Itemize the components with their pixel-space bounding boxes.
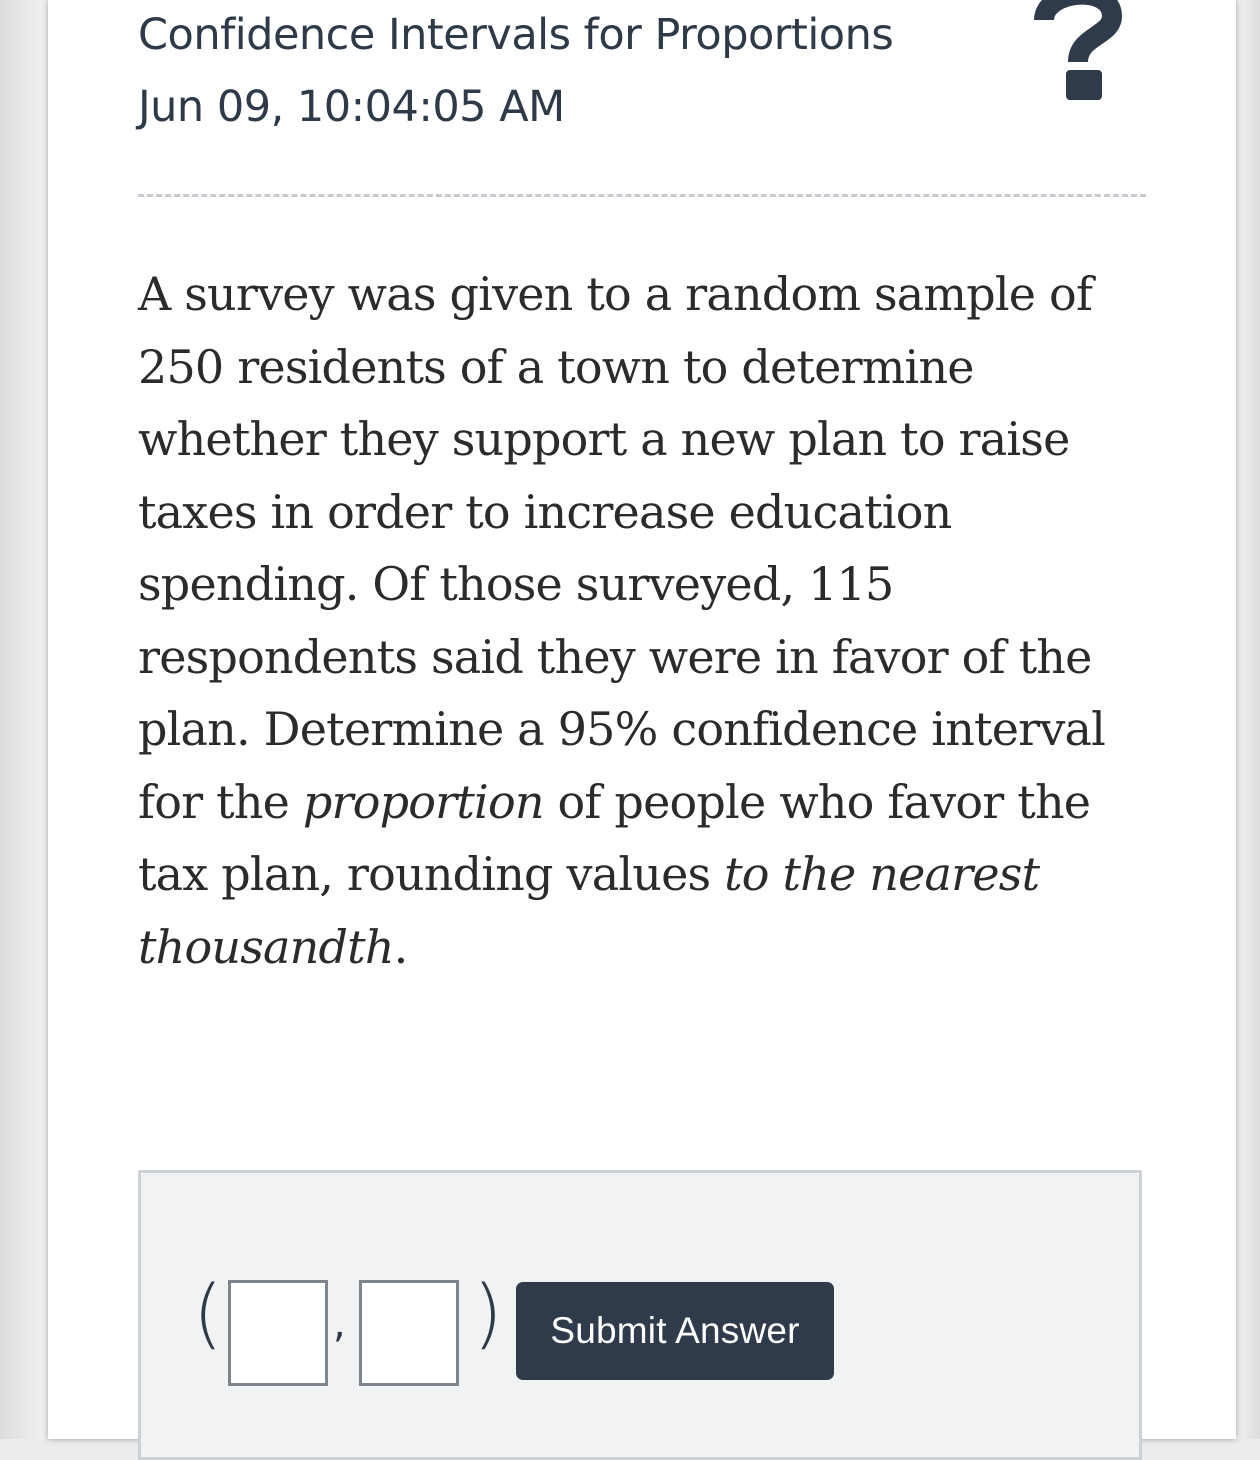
question-emphasis-proportion: proportion [302,774,544,829]
interval-comma: , [333,1301,346,1347]
question-card [48,0,1236,1439]
question-text-part-2: of people who favor the tax plan, rounding values [138,774,1091,901]
assignment-date: Jun 09, 10:04:05 AM [138,82,565,132]
upper-bound-input[interactable] [359,1280,459,1386]
page-backdrop-left [0,0,48,1439]
header-divider [138,194,1146,197]
lower-bound-input[interactable] [228,1280,328,1386]
assignment-title: Confidence Intervals for Proportions [138,10,894,60]
open-parenthesis: ( [193,1268,223,1357]
question-emphasis-rounding: to the nearest thousandth [138,847,1040,974]
page-backdrop-right [1236,0,1260,1439]
question-text [138,258,1138,983]
question-text-part-3: . [393,919,408,974]
answer-panel [138,1170,1142,1460]
question-text-part-1: A survey was given to a random sample of 250 residents of a town to determine whether they support a new plan to raise taxes in order to increase education spending. Of those surveyed, 115 respondents said they were in favor of the plan. Determine a 95% confidence interval for the [138,267,1106,829]
close-parenthesis: ) [473,1268,503,1357]
question-mark-icon[interactable] [1026,0,1126,110]
submit-answer-button[interactable]: Submit Answer [516,1282,834,1380]
